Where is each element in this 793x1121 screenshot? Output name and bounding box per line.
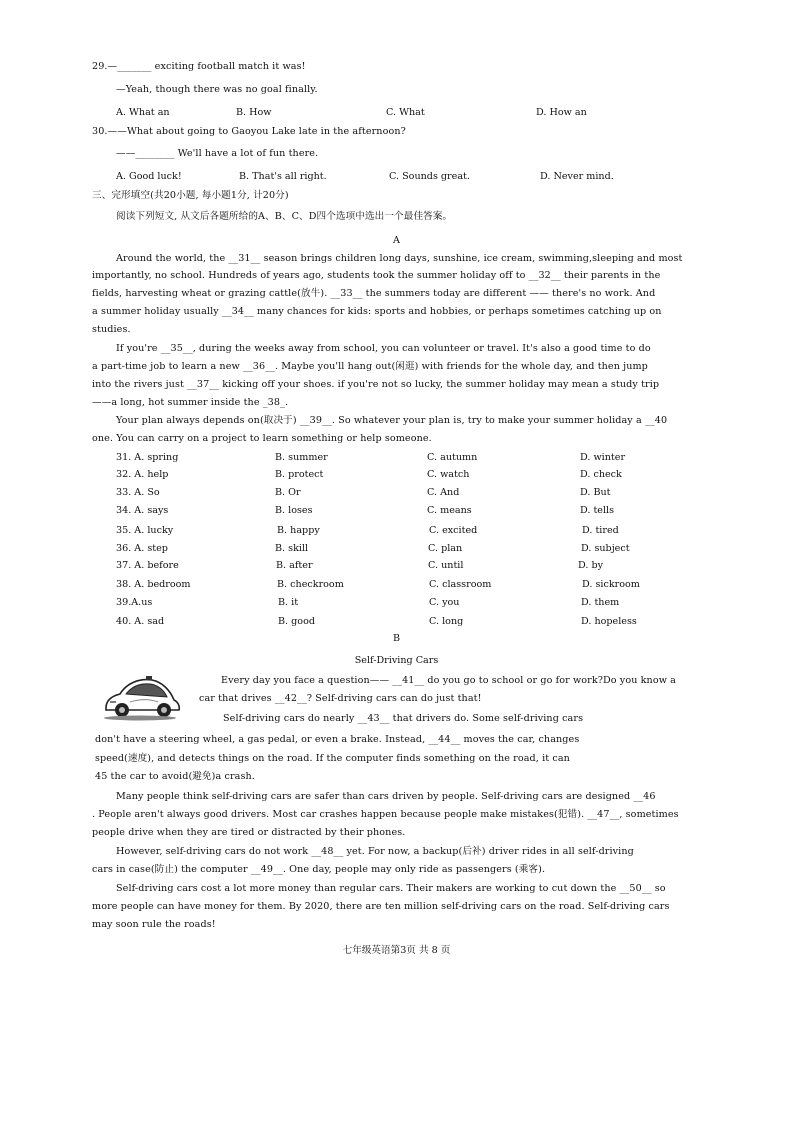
q29-option-a: A. What an	[116, 107, 170, 118]
passage-a-line: ——a long, hot summer inside the _38_.	[92, 397, 289, 408]
passage-a-line: into the rivers just __37__ kicking off your shoes. if you're not so lucky, the summer holiday may mean a study trip	[92, 379, 660, 390]
q30-option-b: B. That's all right.	[239, 171, 327, 182]
section-heading: 三、完形填空(共20小题, 每小题1分, 计20分)	[92, 190, 289, 201]
passage-b-title: Self-Driving Cars	[354, 655, 439, 666]
option-39-d: D. them	[581, 597, 620, 608]
passage-a-line: a part-time job to learn a new __36__. Maybe you'll hang out(闲逛) with friends for the whole day, and then jump	[92, 361, 648, 372]
option-37-a: 37. A. before	[116, 560, 179, 571]
option-34-c: C. means	[427, 505, 472, 516]
q30-option-c: C. Sounds great.	[389, 171, 470, 182]
passage-b-line: Every day you face a question—— __41__ do you go to school or go for work?Do you know a	[221, 675, 676, 686]
passage-b-line: may soon rule the roads!	[92, 919, 216, 930]
option-33-d: D. But	[580, 487, 611, 498]
option-35-b: B. happy	[277, 525, 320, 536]
option-32-a: 32. A. help	[116, 469, 169, 480]
option-36-c: C. plan	[428, 543, 463, 554]
passage-b-line: 45 the car to avoid(避免)a crash.	[95, 771, 255, 782]
option-34-b: B. loses	[275, 505, 313, 516]
option-31-d: D. winter	[580, 452, 626, 463]
option-38-c: C. classroom	[429, 579, 492, 590]
option-33-c: C. And	[427, 487, 460, 498]
passage-a-label: A	[393, 235, 400, 246]
passage-b-line: . People aren't always good drivers. Most car crashes happen because people make mistakes(犯错). __47__, sometimes	[92, 809, 679, 820]
passage-b-line: more people can have money for them. By 2020, there are ten million self-driving cars on the road. Self-driving cars	[92, 901, 670, 912]
q30-stem: 30.——What about going to Gaoyou Lake late in the afternoon?	[92, 126, 406, 137]
q30-option-a: A. Good luck!	[116, 171, 182, 182]
passage-b-line: Many people think self-driving cars are safer than cars driven by people. Self-driving cars are designed __46	[116, 791, 656, 802]
q29-reply: —Yeah, though there was no goal finally.	[116, 84, 318, 95]
passage-a-line: fields, harvesting wheat or grazing cattle(放牛). __33__ the summers today are different —— there's no work. And	[92, 288, 656, 299]
option-34-a: 34. A. says	[116, 505, 169, 516]
option-33-b: B. Or	[275, 487, 301, 498]
option-31-b: B. summer	[275, 452, 328, 463]
option-39-a: 39.A.us	[116, 597, 153, 608]
page-footer: 七年级英语第3页 共 8 页	[342, 945, 451, 956]
passage-b-line: car that drives __42__? Self-driving cars can do just that!	[199, 693, 482, 704]
passage-a-line: importantly, no school. Hundreds of years ago, students took the summer holiday off to __32__ their parents in the	[92, 270, 661, 281]
q30-reply: ——________ We'll have a lot of fun there.	[116, 148, 319, 159]
option-40-a: 40. A. sad	[116, 616, 165, 627]
option-39-b: B. it	[278, 597, 299, 608]
passage-b-line: However, self-driving cars do not work __48__ yet. For now, a backup(后补) driver rides in all self-driving	[116, 846, 634, 857]
option-36-d: D. subject	[581, 543, 630, 554]
passage-a-line: If you're __35__, during the weeks away from school, you can volunteer or travel. It's also a good time to do	[116, 343, 651, 354]
option-32-b: B. protect	[275, 469, 324, 480]
option-39-c: C. you	[429, 597, 460, 608]
option-31-c: C. autumn	[427, 452, 478, 463]
passage-a-line: Around the world, the __31__ season brings children long days, sunshine, ice cream, swimming,sleeping and most	[116, 253, 683, 264]
option-40-c: C. long	[429, 616, 464, 627]
passage-a-line: a summer holiday usually __34__ many chances for kids: sports and hobbies, or perhaps sometimes catching up on	[92, 306, 662, 317]
passage-b-line: Self-driving cars cost a lot more money than regular cars. Their makers are working to cut down the __50__ so	[116, 883, 666, 894]
option-34-d: D. tells	[580, 505, 615, 516]
option-35-a: 35. A. lucky	[116, 525, 174, 536]
option-37-b: B. after	[276, 560, 313, 571]
q29-option-d: D. How an	[536, 107, 587, 118]
q29-option-c: C. What	[386, 107, 425, 118]
option-38-b: B. checkroom	[277, 579, 344, 590]
option-31-a: 31. A. spring	[116, 452, 179, 463]
option-38-a: 38. A. bedroom	[116, 579, 191, 590]
option-36-b: B. skill	[275, 543, 309, 554]
q29-stem: 29.—_______ exciting football match it was!	[92, 61, 306, 72]
option-32-c: C. watch	[427, 469, 470, 480]
passage-b-line: cars in case(防止) the computer __49__. One day, people may only ride as passengers (乘客).	[92, 864, 546, 875]
option-33-a: 33. A. So	[116, 487, 160, 498]
q30-option-d: D. Never mind.	[540, 171, 614, 182]
passage-b-line: don't have a steering wheel, a gas pedal, or even a brake. Instead, __44__ moves the car, changes	[95, 734, 580, 745]
passage-b-line: speed(速度), and detects things on the road. If the computer finds something on the road, it can	[95, 753, 570, 764]
passage-b-label: B	[392, 633, 401, 644]
self-driving-car-icon	[100, 672, 182, 722]
passage-b-line: people drive when they are tired or distracted by their phones.	[92, 827, 406, 838]
passage-a-line: one. You can carry on a project to learn something or help someone.	[92, 433, 432, 444]
section-instruction: 阅读下列短文, 从文后各题所给的A、B、C、D四个选项中选出一个最佳答案。	[116, 211, 453, 222]
option-37-d: D. by	[578, 560, 604, 571]
option-32-d: D. check	[580, 469, 622, 480]
q29-option-b: B. How	[236, 107, 272, 118]
option-37-c: C. until	[428, 560, 464, 571]
passage-a-line: studies.	[92, 324, 131, 335]
passage-a-line: Your plan always depends on(取决于) __39__. So whatever your plan is, try to make your summer holiday a __40	[116, 415, 668, 426]
option-35-c: C. excited	[429, 525, 478, 536]
option-35-d: D. tired	[582, 525, 619, 536]
option-38-d: D. sickroom	[582, 579, 640, 590]
option-40-b: B. good	[278, 616, 315, 627]
option-36-a: 36. A. step	[116, 543, 168, 554]
passage-b-line: Self-driving cars do nearly __43__ that drivers do. Some self-driving cars	[223, 713, 584, 724]
option-40-d: D. hopeless	[581, 616, 637, 627]
